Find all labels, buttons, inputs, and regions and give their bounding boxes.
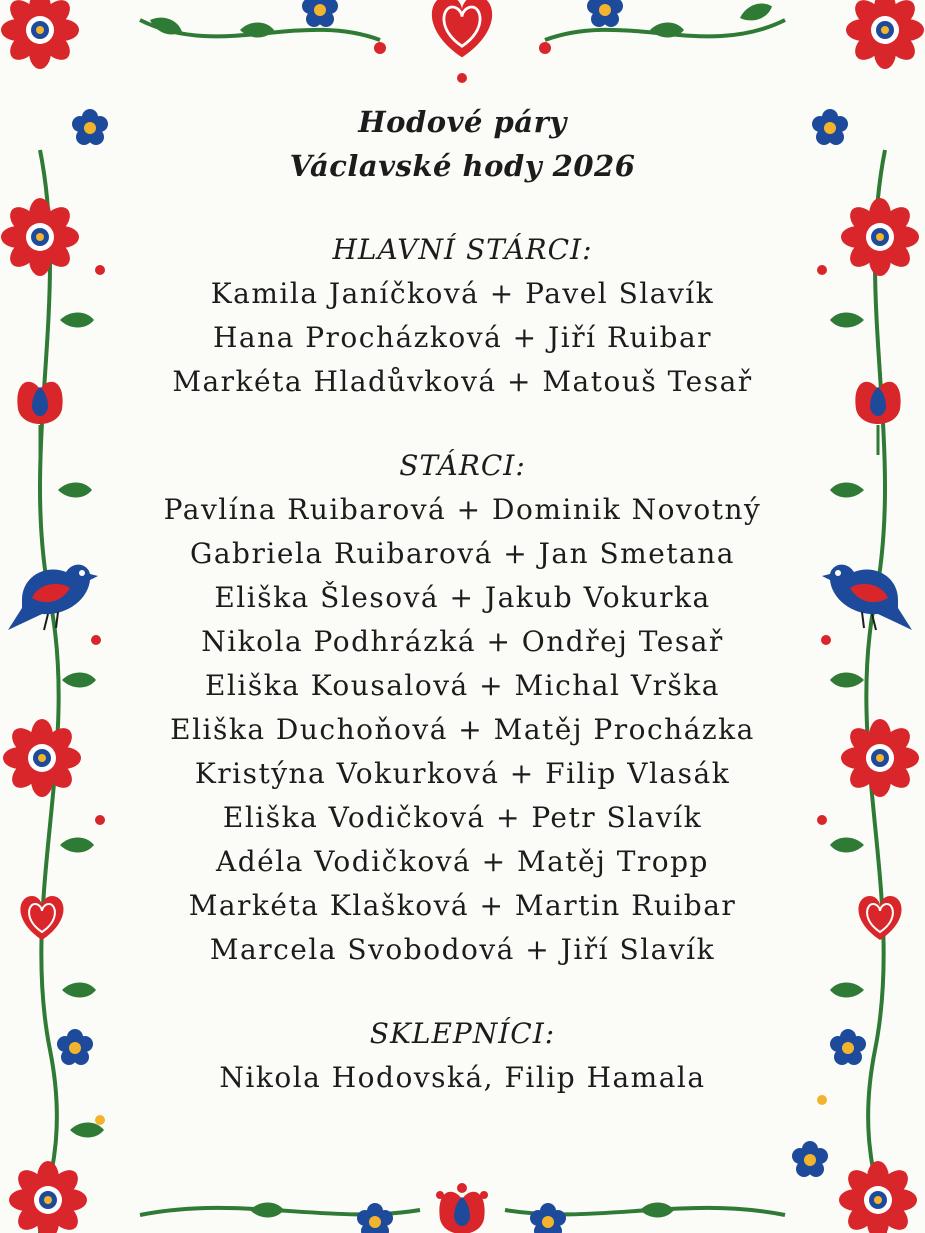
right-border (792, 150, 919, 1233)
flower-icon (3, 719, 81, 797)
leaf-icon (830, 838, 864, 853)
flower-icon (830, 1029, 866, 1065)
leaf-icon (830, 313, 864, 328)
tulip-icon (439, 1192, 484, 1233)
leaf-icon (830, 673, 864, 688)
flower-icon (530, 1203, 566, 1233)
title-line: Hodové páry (358, 105, 567, 139)
leaf-icon (60, 313, 94, 328)
flower-icon (812, 109, 848, 145)
left-border (1, 150, 105, 1233)
flower-icon (792, 1141, 828, 1177)
section-heading: SKLEPNÍCI: (369, 1017, 556, 1050)
pair-line: Kamila Janíčková + Pavel Slavík (210, 277, 715, 310)
leaf-icon (62, 673, 96, 688)
section-starci (120, 444, 805, 972)
pair-line: Gabriela Ruibarová + Jan Smetana (190, 537, 735, 570)
pair-line: Pavlína Ruibarová + Dominik Novotný (163, 493, 762, 526)
flower-icon (9, 1161, 87, 1233)
leaf-icon (58, 483, 92, 498)
bird-icon (822, 565, 912, 630)
flower-icon (839, 1161, 917, 1233)
flower-icon (587, 0, 623, 27)
flower-icon (302, 0, 338, 27)
flower-icon (357, 1203, 393, 1233)
leaf-icon (830, 983, 864, 998)
flower-icon (1, 198, 79, 276)
pair-line: Eliška Duchoňová + Matěj Procházka (170, 713, 755, 746)
document-body (120, 100, 805, 1100)
pair-line: Markéta Klašková + Martin Ruibar (188, 889, 737, 922)
pair-line: Hana Procházková + Jiří Ruibar (212, 321, 713, 354)
leaf-icon (60, 838, 94, 853)
heart-icon (432, 0, 492, 57)
leaf-icon (62, 983, 96, 998)
pair-line: Adéla Vodičková + Matěj Tropp (216, 845, 709, 878)
pair-line: Eliška Kousalová + Michal Vrška (204, 669, 720, 702)
flower-icon (841, 719, 919, 797)
pair-line: Kristýna Vokurková + Filip Vlasák (194, 757, 731, 790)
flower-icon (72, 109, 108, 145)
tulip-icon (17, 382, 62, 455)
pair-line: Nikola Hodovská, Filip Hamala (219, 1061, 706, 1094)
section-heading: HLAVNÍ STÁRCI: (332, 233, 593, 266)
section-heading: STÁRCI: (399, 449, 526, 482)
section-hlavni-starci (120, 228, 805, 404)
tulip-icon (855, 382, 900, 455)
title-line: Václavské hody 2026 (289, 149, 636, 183)
pair-line: Eliška Vodičková + Petr Slavík (222, 801, 703, 834)
section-sklepnici (120, 1012, 805, 1100)
flower-icon (1, 0, 79, 69)
flower-icon (846, 0, 924, 69)
leaf-icon (830, 483, 864, 498)
pair-line: Nikola Podhrázká + Ondřej Tesař (201, 625, 724, 658)
flower-icon (841, 198, 919, 276)
pair-line: Markéta Hladůvková + Matouš Tesař (172, 365, 753, 398)
pair-line: Marcela Svobodová + Jiří Slavík (209, 933, 716, 966)
pair-line: Eliška Šlesová + Jakub Vokurka (214, 581, 711, 614)
leaf-icon (737, 0, 774, 25)
leaf-icon (640, 1203, 674, 1218)
flower-icon (57, 1029, 93, 1065)
leaf-icon (250, 1203, 284, 1218)
document-title (120, 100, 805, 188)
bottom-border (140, 1183, 785, 1233)
